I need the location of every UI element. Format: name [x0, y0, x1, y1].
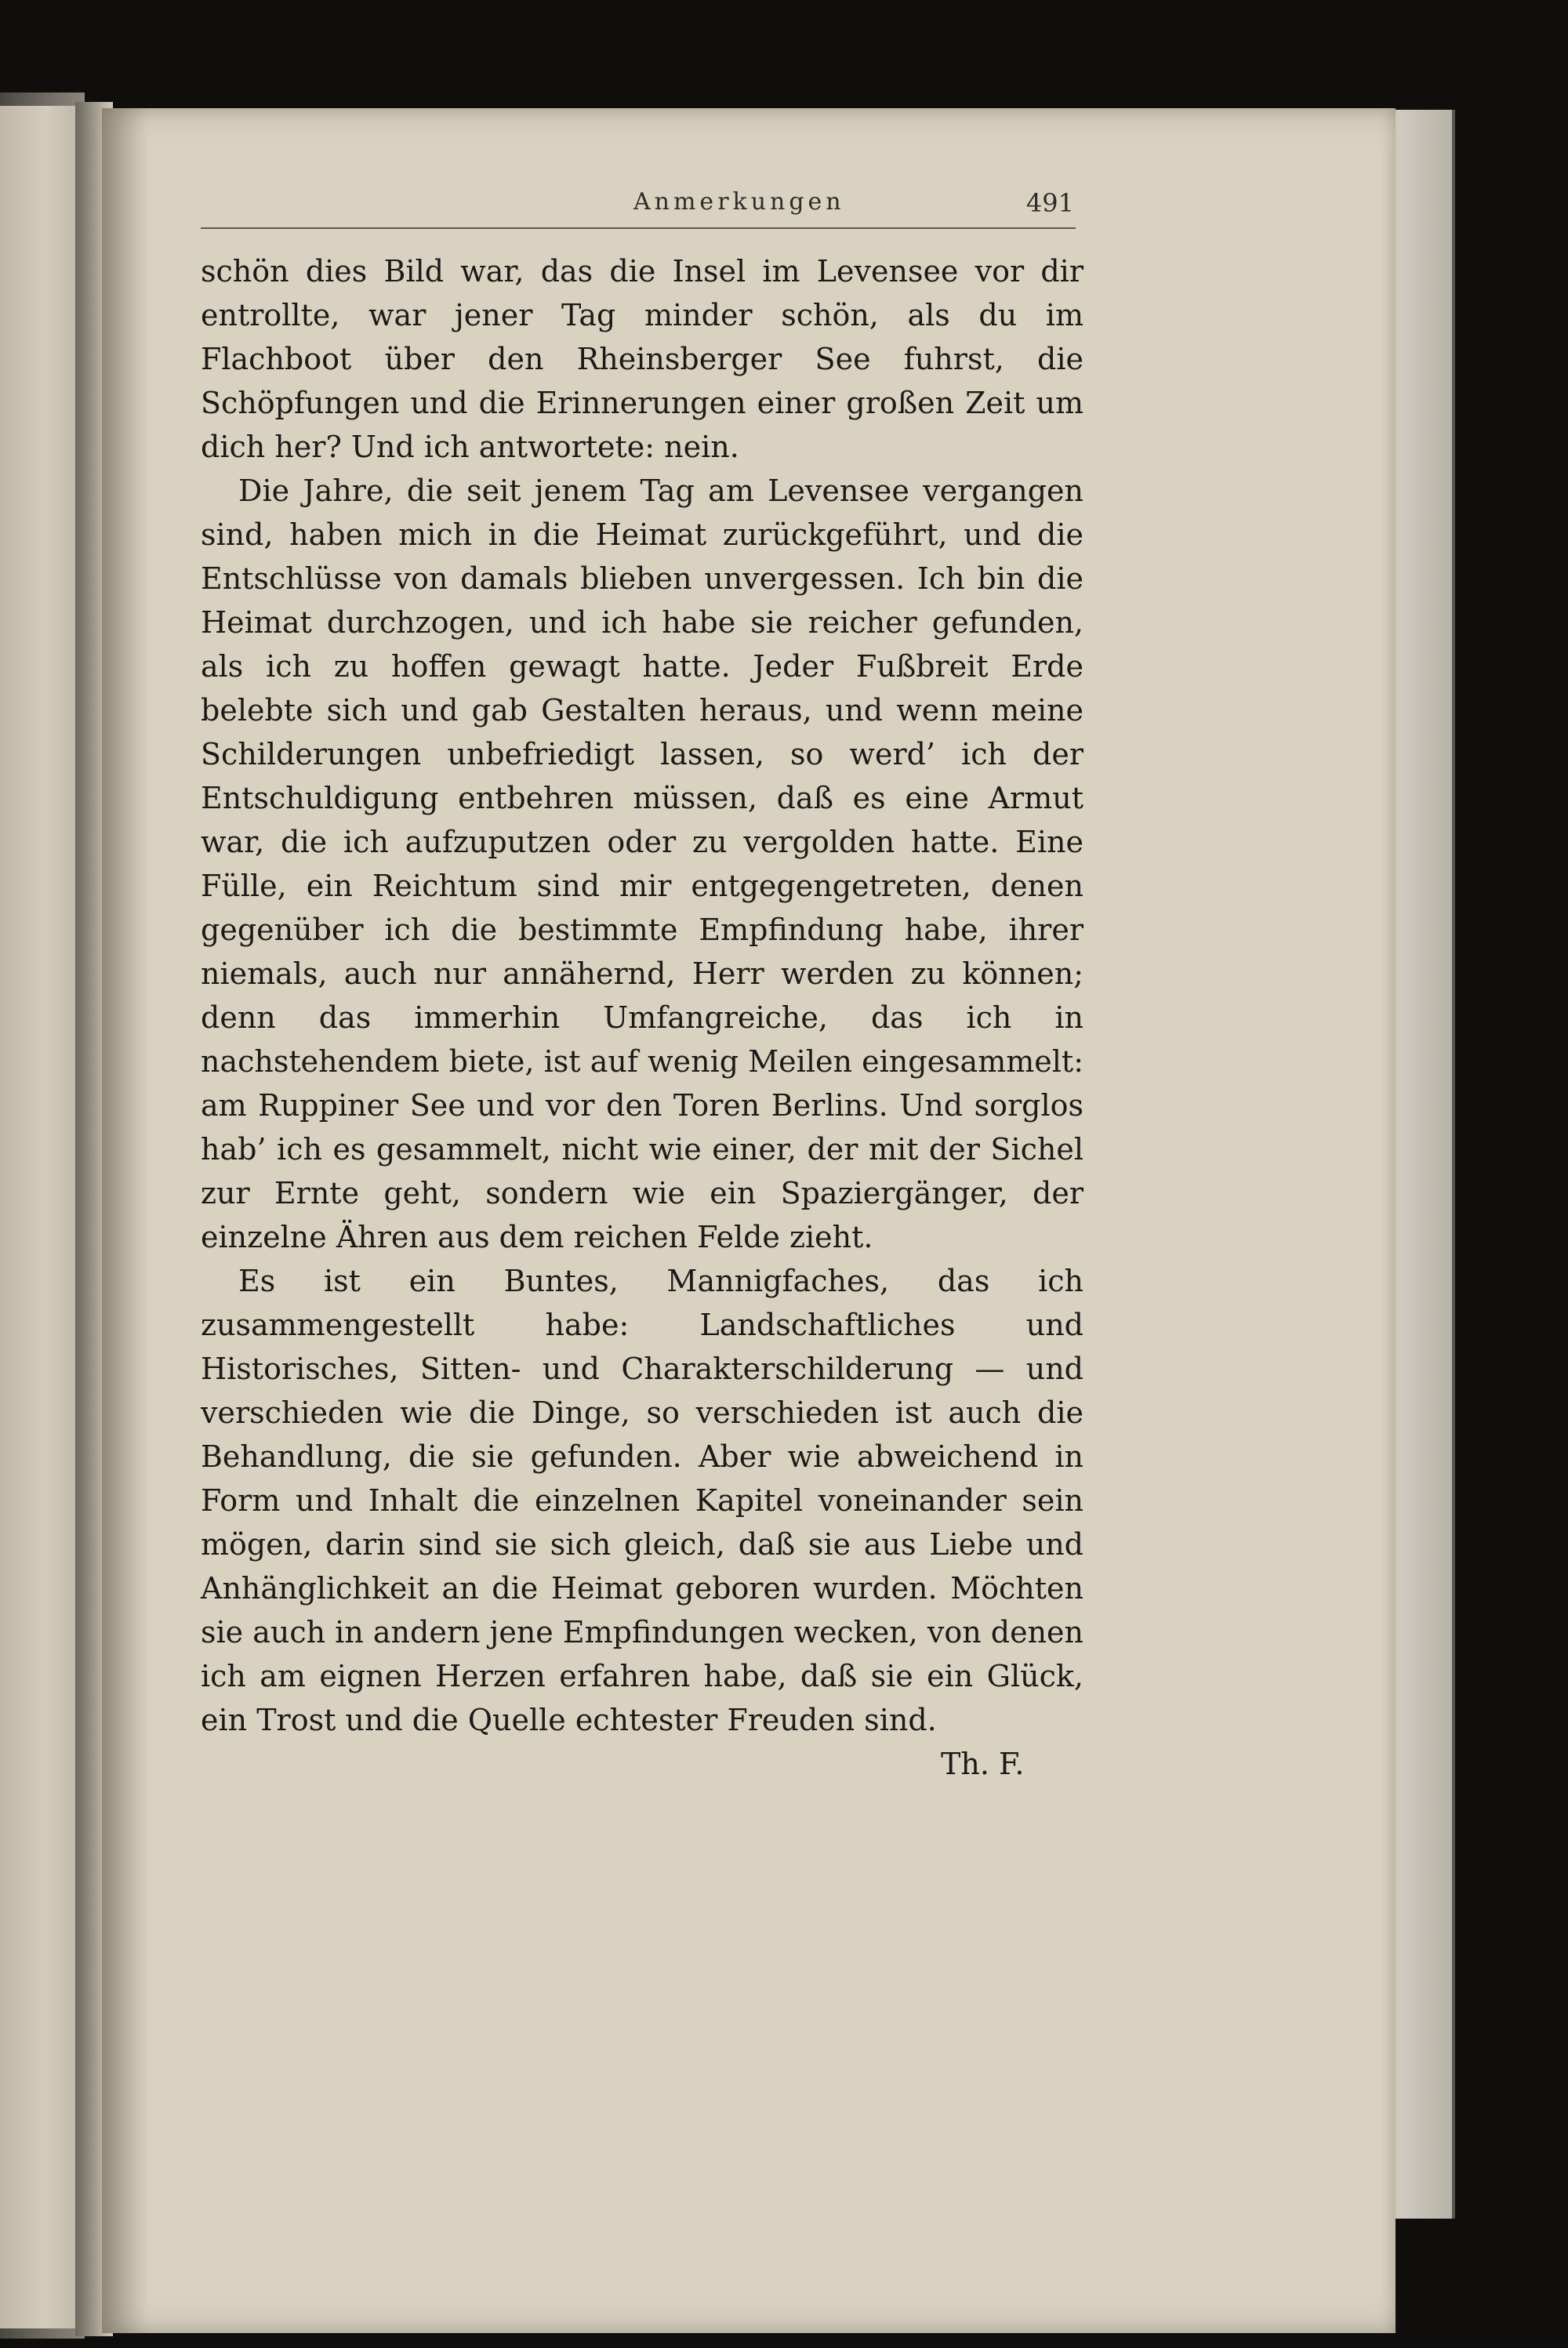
body-text [201, 249, 1083, 1742]
page-header [201, 188, 1076, 229]
paragraph-2: Die Jahre, die seit jenem Tag am Levensee vergangen sind, haben mich in die Heimat zurückgeführt, und die Entschlüsse von damals blieben unvergessen. Ich bin die Heimat durchzogen, und ich habe sie reicher gefunden, als ich zu hoffen gewagt hatte. Jeder Fußbreit Erde belebte sich und gab Gestalten heraus, und wenn meine Schilderungen unbefriedigt lassen, so werd’ ich der Entschuldigung entbehren müssen, daß es eine Armut war, die ich aufzuputzen oder zu vergolden hatte. Eine Fülle, ein Reichtum sind mir entgegengetreten, denen gegenüber ich die bestimmte Empfindung habe, ihrer niemals, auch nur annähernd, Herr werden zu können; denn das immerhin Umfangreiche, das ich in nachstehendem biete, ist auf wenig Meilen eingesammelt: am Ruppiner See und vor den Toren Berlins. Und sorglos hab’ ich es gesammelt, nicht wie einer, der mit der Sichel zur Ernte geht, sondern wie ein Spaziergänger, der einzelne Ähren aus dem reichen Felde zieht. [201, 474, 1083, 1254]
paragraph-3: Es ist ein Buntes, Mannigfaches, das ich zusammengestellt habe: Landschaftliches und Historisches, Sitten- und Charakterschilderung — und verschieden wie die Dinge, so verschieden ist auch die Behandlung, die sie gefunden. Aber wie abweichend in Form und Inhalt die einzelnen Kapitel voneinander sein mögen, darin sind sie sich gleich, daß sie aus Liebe und Anhänglichkeit an die Heimat geboren wurden. Möchten sie auch in andern jene Empfindungen wecken, von denen ich am eignen Herzen erfahren habe, daß sie ein Glück, ein Trost und die Quelle echtester Freuden sind. [201, 1264, 1084, 1737]
running-head: Anmerkungen [633, 188, 845, 216]
paragraph-1: schön dies Bild war, das die Insel im Levensee vor dir entrollte, war jener Tag minder schön, als du im Flachboot über den Rheinsberger See fuhrst, die Schöpfungen und die Erinnerungen einer großen Zeit um dich her? Und ich antwortete: nein. [201, 254, 1083, 464]
author-signature: Th. F. [941, 1747, 1025, 1781]
page-number: 491 [1025, 188, 1074, 218]
page-fold-shadow [102, 108, 149, 2333]
left-page-edge [0, 106, 75, 2328]
